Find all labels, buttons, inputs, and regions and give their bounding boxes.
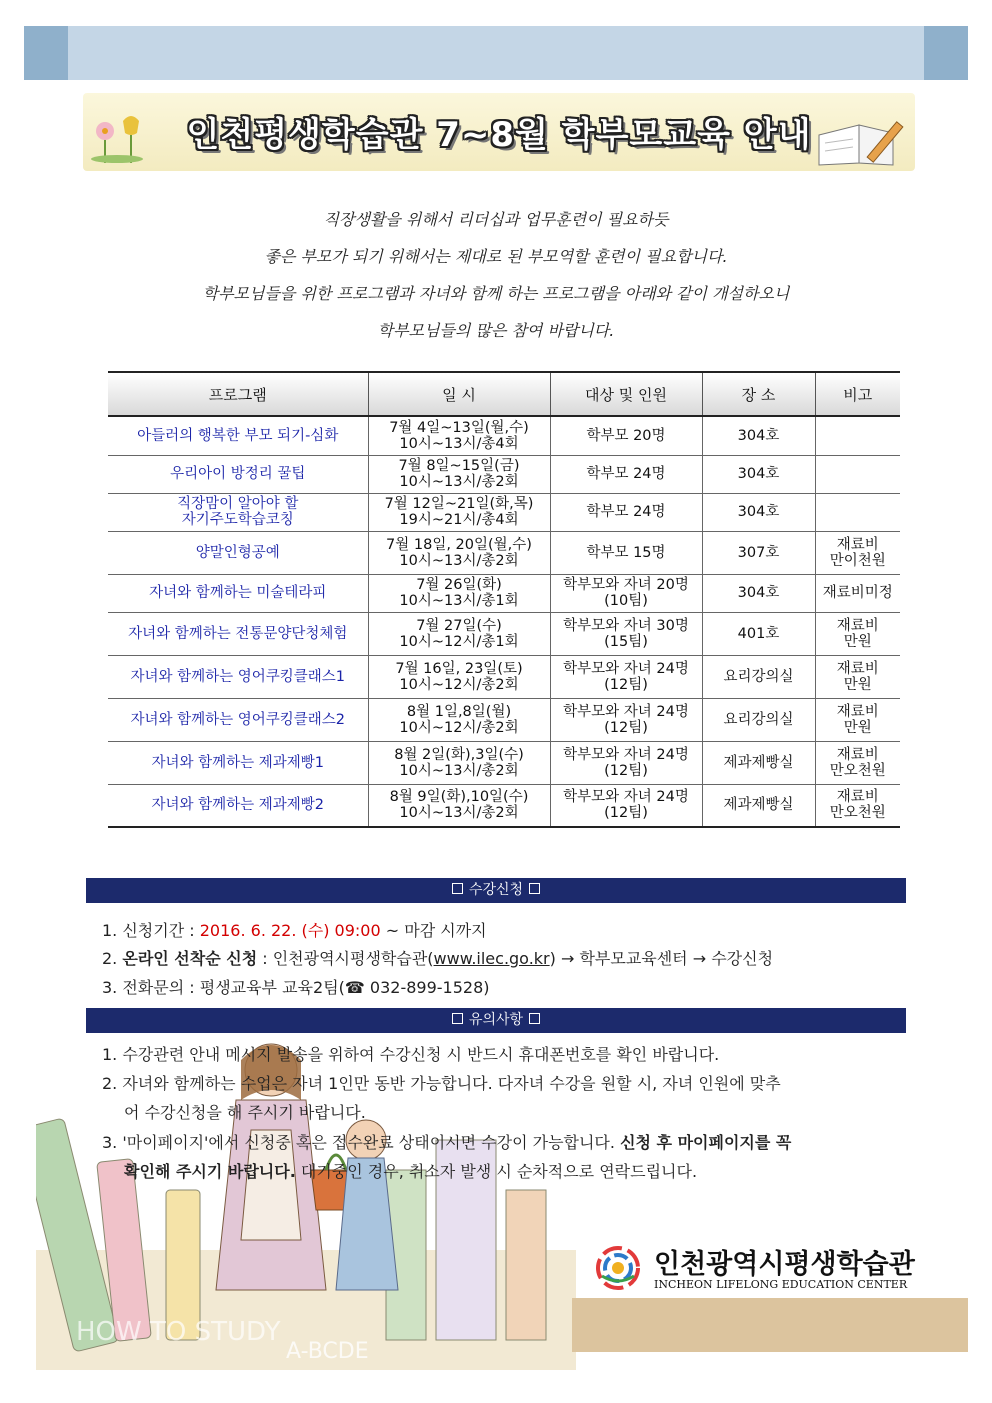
program-target	[550, 493, 702, 531]
program-schedule	[368, 493, 550, 531]
note-line-1: 재료비	[836, 746, 879, 763]
program-note	[815, 455, 900, 493]
table-row	[108, 784, 900, 827]
col-header-target: 대상 및 인원	[550, 372, 702, 416]
schedule-time: 10시~13시/총1회	[399, 593, 519, 609]
square-bullet-icon	[452, 883, 463, 894]
online-path: ) → 학부모교육센터 → 수강신청	[549, 949, 774, 968]
center-emblem-icon	[596, 1246, 640, 1290]
program-target	[550, 531, 702, 574]
program-place: 요리강의실	[702, 698, 815, 741]
program-name: 자녀와 함께하는 영어쿠킹클래스2	[108, 698, 368, 741]
square-bullet-icon	[529, 1013, 540, 1024]
note-3-text: 3. '마이페이지'에서 신청중 혹은 접수완료 상태이시면 수강이 가능합니다.	[102, 1133, 621, 1152]
col-header-date: 일 시	[368, 372, 550, 416]
schedule-date: 7월 26일(화)	[416, 577, 502, 593]
schedule-time: 10시~13시/총2회	[399, 762, 519, 779]
period-rest: ~ 마감 시까지	[380, 921, 487, 940]
table-row	[108, 741, 900, 784]
program-place: 401호	[702, 612, 815, 655]
program-schedule	[368, 612, 550, 655]
schedule-time: 10시~12시/총2회	[399, 719, 519, 736]
program-note	[815, 612, 900, 655]
online-label: 온라인 선착순 신청	[122, 949, 258, 968]
program-note	[815, 655, 900, 698]
program-note	[815, 784, 900, 827]
notes-section-heading	[86, 1008, 906, 1033]
table-header-row	[108, 372, 900, 416]
square-bullet-icon	[529, 883, 540, 894]
program-target	[550, 416, 702, 455]
note-line-1: 재료비	[836, 617, 879, 634]
program-schedule	[368, 784, 550, 827]
program-table	[108, 371, 900, 828]
target-teams: (12팀)	[604, 676, 648, 693]
program-note	[815, 493, 900, 531]
notes-heading-text: 유의사항	[468, 1012, 524, 1028]
program-target	[550, 698, 702, 741]
note-3-emphasis: 신청 후 마이페이지를 꼭	[620, 1133, 792, 1152]
target-teams: (10팀)	[604, 593, 648, 609]
program-name: 자녀와 함께하는 전통문양단청체험	[108, 612, 368, 655]
program-name: 아들러의 행복한 부모 되기-심화	[108, 416, 368, 455]
program-schedule	[368, 698, 550, 741]
program-place: 304호	[702, 574, 815, 612]
note-line-2: 만원	[843, 676, 872, 693]
target-people: 학부모와 자녀 30명	[563, 617, 689, 634]
table-row	[108, 655, 900, 698]
program-place: 요리강의실	[702, 655, 815, 698]
intro-line-2: 좋은 부모가 되기 위해서는 제대로 된 부모역할 훈련이 필요합니다.	[264, 247, 728, 266]
book-and-pencil-icon	[815, 117, 911, 167]
note-3-line-2	[124, 1159, 697, 1182]
note-line-2: 만오천원	[829, 805, 886, 822]
program-note: 재료비미정	[815, 574, 900, 612]
center-name-korean: 인천광역시평생학습관	[654, 1249, 915, 1280]
schedule-date: 8월 9일(화),10일(수)	[389, 789, 529, 806]
note-3-line-1	[102, 1130, 791, 1153]
target-people: 학부모 24명	[586, 504, 666, 520]
program-name-line-1: 직장맘이 알아야 할	[177, 496, 299, 512]
program-schedule	[368, 655, 550, 698]
program-name: 자녀와 함께하는 제과제빵1	[108, 741, 368, 784]
target-people: 학부모 15명	[586, 544, 666, 561]
table-row	[108, 531, 900, 574]
intro-line-1: 직장생활을 위해서 리더십과 업무훈련이 필요하듯	[323, 210, 669, 229]
target-people: 학부모 20명	[586, 427, 666, 444]
program-target	[550, 612, 702, 655]
schedule-time: 10시~12시/총2회	[399, 676, 519, 693]
schedule-time: 19시~21시/총4회	[399, 512, 519, 528]
target-teams: (12팀)	[604, 762, 648, 779]
registration-contact: 3. 전화문의 : 평생교육부 교육2팀(☎ 032-899-1528)	[102, 978, 490, 997]
note-line-1: 재료비	[836, 536, 879, 553]
period-date: 2016. 6. 22. (수) 09:00	[199, 921, 381, 940]
title-banner	[83, 93, 915, 171]
program-target	[550, 574, 702, 612]
note-line-2: 만이천원	[829, 552, 886, 569]
note-3-text-2: 대기중인 경우, 취소자 발생 시 순차적으로 연락드립니다.	[295, 1162, 698, 1181]
table-row	[108, 455, 900, 493]
schedule-time: 10시~13시/총2회	[399, 474, 519, 490]
schedule-time: 10시~13시/총2회	[399, 805, 519, 822]
col-header-program: 프로그램	[108, 372, 368, 416]
program-target	[550, 455, 702, 493]
table-row	[108, 416, 900, 455]
schedule-date: 7월 18일, 20일(월,수)	[386, 536, 532, 553]
target-people: 학부모와 자녀 24명	[563, 789, 689, 806]
program-note	[815, 698, 900, 741]
period-label: 1. 신청기간 :	[102, 921, 200, 940]
table-row	[108, 574, 900, 612]
top-bar-right-cap	[924, 26, 968, 80]
target-people: 학부모와 자녀 24명	[563, 703, 689, 720]
program-place: 제과제빵실	[702, 741, 815, 784]
program-name: 자녀와 함께하는 미술테라피	[108, 574, 368, 612]
square-bullet-icon	[452, 1013, 463, 1024]
program-place: 304호	[702, 493, 815, 531]
note-line-1: 재료비	[836, 789, 879, 806]
svg-text:HOW TO STUDY: HOW TO STUDY	[76, 1317, 281, 1347]
top-decorative-bar	[24, 26, 968, 80]
schedule-date: 7월 27일(수)	[416, 617, 502, 634]
bottom-decorative-bar	[572, 1298, 968, 1352]
program-place: 제과제빵실	[702, 784, 815, 827]
table-row	[108, 612, 900, 655]
program-name-line-2: 자기주도학습코칭	[181, 512, 294, 528]
schedule-date: 7월 12일~21일(화,목)	[384, 496, 534, 512]
target-teams: (12팀)	[604, 719, 648, 736]
program-schedule	[368, 455, 550, 493]
program-place: 304호	[702, 416, 815, 455]
registration-online	[102, 946, 773, 969]
col-header-place: 장 소	[702, 372, 815, 416]
table-row	[108, 698, 900, 741]
program-schedule	[368, 531, 550, 574]
program-place: 304호	[702, 455, 815, 493]
table-row	[108, 493, 900, 531]
note-line-2: 만원	[843, 719, 872, 736]
program-name: 양말인형공예	[108, 531, 368, 574]
program-target	[550, 741, 702, 784]
program-note	[815, 531, 900, 574]
note-3-emphasis-2: 확인해 주시기 바랍니다.	[124, 1162, 296, 1181]
program-name: 자녀와 함께하는 제과제빵2	[108, 784, 368, 827]
col-header-note: 비고	[815, 372, 900, 416]
program-schedule	[368, 574, 550, 612]
target-people: 학부모와 자녀 24명	[563, 746, 689, 763]
schedule-time: 10시~13시/총2회	[399, 552, 519, 569]
top-bar-left-cap	[24, 26, 68, 80]
program-note	[815, 741, 900, 784]
page-title: 인천평생학습관 7~8월 학부모교육 안내	[186, 115, 812, 155]
schedule-time: 10시~13시/총4회	[399, 435, 519, 452]
note-line-1: 재료비	[836, 660, 879, 677]
registration-section-heading	[86, 878, 906, 903]
target-teams: (12팀)	[604, 805, 648, 822]
registration-period	[102, 918, 487, 941]
schedule-date: 7월 16일, 23일(토)	[395, 660, 523, 677]
note-1: 1. 수강관련 안내 메시지 발송을 위하여 수강신청 시 반드시 휴대폰번호를 확인 바랍니다.	[102, 1045, 720, 1064]
program-name: 우리아이 방정리 꿀팁	[108, 455, 368, 493]
program-note	[815, 416, 900, 455]
intro-line-3: 학부모님들을 위한 프로그램과 자녀와 함께 하는 프로그램을 아래와 같이 개설하오니	[202, 284, 790, 303]
center-logo	[596, 1242, 916, 1296]
schedule-date: 8월 2일(화),3일(수)	[394, 746, 524, 763]
center-name-english: INCHEON LIFELONG EDUCATION CENTER	[654, 1278, 908, 1291]
note-2-line-1: 2. 자녀와 함께하는 수업은 자녀 1인만 동반 가능합니다. 다자녀 수강을 원할 시, 자녀 인원에 맞추	[102, 1074, 781, 1093]
website-link[interactable]: www.ilec.go.kr	[433, 949, 550, 968]
program-target	[550, 784, 702, 827]
registration-heading-text: 수강신청	[468, 882, 524, 898]
schedule-date: 7월 8일~15일(금)	[398, 458, 520, 474]
program-target	[550, 655, 702, 698]
program-place: 307호	[702, 531, 815, 574]
program-name: 자녀와 함께하는 영어쿠킹클래스1	[108, 655, 368, 698]
program-schedule	[368, 741, 550, 784]
intro-line-4: 학부모님들의 많은 참여 바랍니다.	[377, 321, 615, 340]
target-people: 학부모와 자녀 20명	[563, 577, 689, 593]
schedule-date: 8월 1일,8일(월)	[406, 703, 512, 720]
target-people: 학부모 24명	[586, 466, 666, 482]
note-line-2: 만원	[843, 633, 872, 650]
note-line-2: 만오천원	[829, 762, 886, 779]
online-num: 2.	[102, 949, 123, 968]
online-site: : 인천광역시평생학습관(	[257, 949, 434, 968]
schedule-date: 7월 4일~13일(월,수)	[389, 419, 529, 436]
schedule-time: 10시~12시/총1회	[399, 633, 519, 650]
target-teams: (15팀)	[604, 633, 648, 650]
target-people: 학부모와 자녀 24명	[563, 660, 689, 677]
program-name	[108, 493, 368, 531]
svg-text:A-BCDE: A-BCDE	[286, 1339, 369, 1364]
note-2-line-2: 어 수강신청을 해 주시기 바랍니다.	[124, 1103, 366, 1122]
program-schedule	[368, 416, 550, 455]
note-line-1: 재료비	[836, 703, 879, 720]
